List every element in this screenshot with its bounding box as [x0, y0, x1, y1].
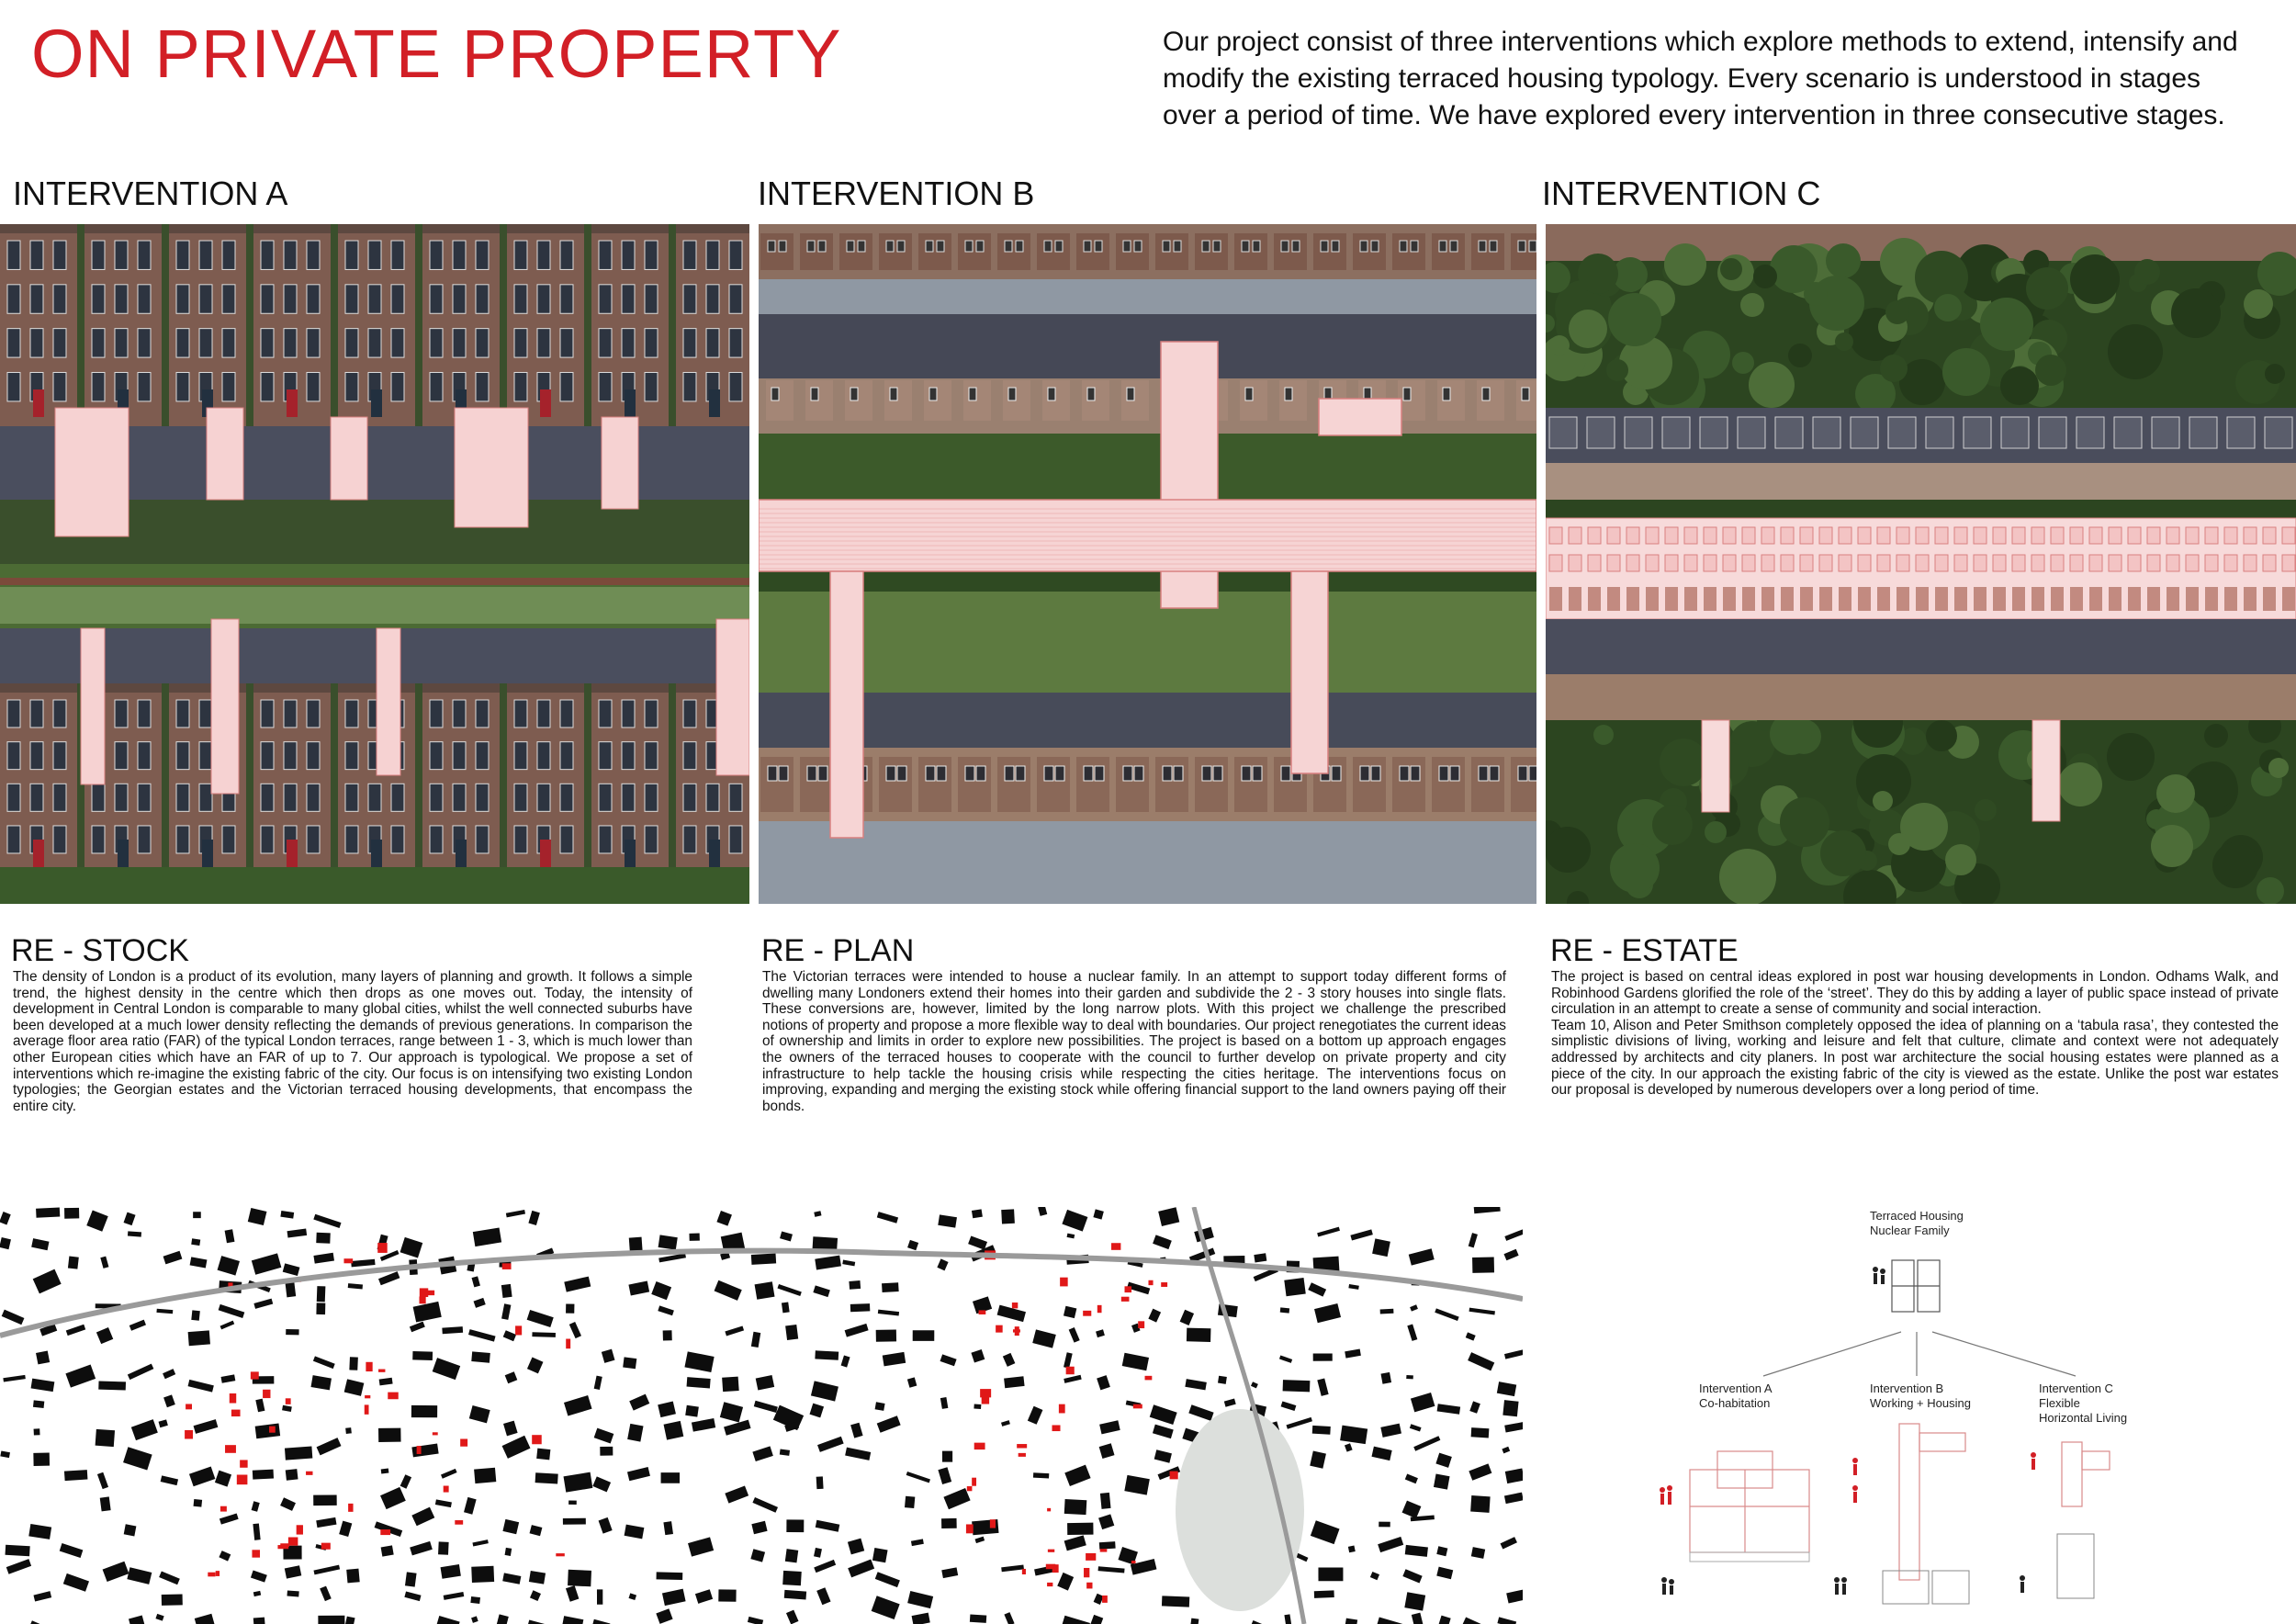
plan-b: [1899, 1424, 1965, 1580]
intervention-c-heading: INTERVENTION C: [1542, 175, 1821, 212]
intervention-a-collage: [0, 224, 749, 904]
re-stock-text: The density of London is a product of its evolution, many layers of planning and growth. It follows a simple trend, the highest density in the centre which then drops as one moves out. Today, the intensity of development in Central London is comparable to many global cities, whilst the well connected suburbs have been developed at a much lower density reflecting the demands of previous generations. In comparison the average floor area ratio (FAR) of the typical London terraces, range between 1 - 3, which is much lower than other European cities which have an FAR of up to 7. Our approach is typological. We propose a set of interventions which re-imagine the existing fabric of the city. Our focus is on intensifying two existing London typologies; the Georgian estates and the Victorian terraced housing developments, that encompass the entire city.: [13, 969, 692, 1114]
re-plan-text: The Victorian terraces were intended to house a nuclear family. In an attempt to support today different forms of dwelling many Londoners extend their homes into their garden and subdivide the 2 - 3 story houses into single flats. These conversions are, however, limited by the long narrow plots. With this project we challenge the prescribed notions of property and propose a more flexible way to deal with boundaries. Our project renegotiates the current ideas of ownership and limits in order to explore new possibilities. The project is based on a bottom up approach engages the owners of the terraced houses to cooperate with the council to further develop on private property and city infrastructure to help tackle the housing crisis while respecting the cities heritage. The interventions focus on improving, expanding and merging the existing stock while offering financial support to the land owners paying off their bonds.: [762, 969, 1506, 1114]
diagram-a-label: Intervention A Co-habitation: [1699, 1382, 1773, 1410]
figure-ground-map: [0, 1207, 1523, 1624]
root-people: [1873, 1267, 1885, 1284]
intro-paragraph: Our project consist of three interventions which explore methods to extend, intensify and modify the existing terraced housing typology. Every scenario is understood in stages over a period of time. We have explored every intervention in three consecutive stages.: [1163, 27, 2238, 130]
re-estate-text-p1: The project is based on central ideas explored in post war housing developments in London. Odhams Walk, and Robinhood Gardens glorified the role of the ‘street’. They do this by adding a layer of public space instead of private circulation in an attempt to create a sense of community and social interaction.: [1551, 969, 2279, 1018]
diagram-b-label: Intervention B Working + Housing: [1870, 1382, 1971, 1410]
root-plan: [1892, 1260, 1940, 1312]
intervention-b-heading: INTERVENTION B: [758, 175, 1035, 212]
page-title: ON PRIVATE PROPERTY: [31, 16, 842, 92]
diagram-c-label: Intervention C Flexible Horizontal Living: [2039, 1382, 2128, 1425]
intervention-a-heading: INTERVENTION A: [13, 175, 288, 212]
plan-a: [1690, 1451, 1809, 1552]
re-plan-title: RE - PLAN: [761, 933, 915, 968]
re-estate-text: [1551, 969, 2279, 1099]
plan-c: [2062, 1442, 2110, 1506]
diagram-root-label: Terraced Housing Nuclear Family: [1870, 1209, 1964, 1237]
typology-diagram: [1561, 1194, 2296, 1624]
re-estate-title: RE - ESTATE: [1550, 933, 1739, 968]
re-estate-text-p2: Team 10, Alison and Peter Smithson completely opposed the idea of planning on a ‘tabula rasa’, they contested the simplistic divisions of living, working and leisure and felt that culture, climate and context were not adequately addressed by architects and city planers. In post war architecture the social housing estates were planned as a piece of the city. In our approach the existing fabric of the city is viewed as the estate. Unlike the post war estates our proposal is developed by numerous developers over a long period of time.: [1551, 1017, 2279, 1099]
intervention-c-collage: [1546, 224, 2296, 904]
re-stock-title: RE - STOCK: [11, 933, 189, 968]
intervention-b-collage: [759, 224, 1536, 904]
